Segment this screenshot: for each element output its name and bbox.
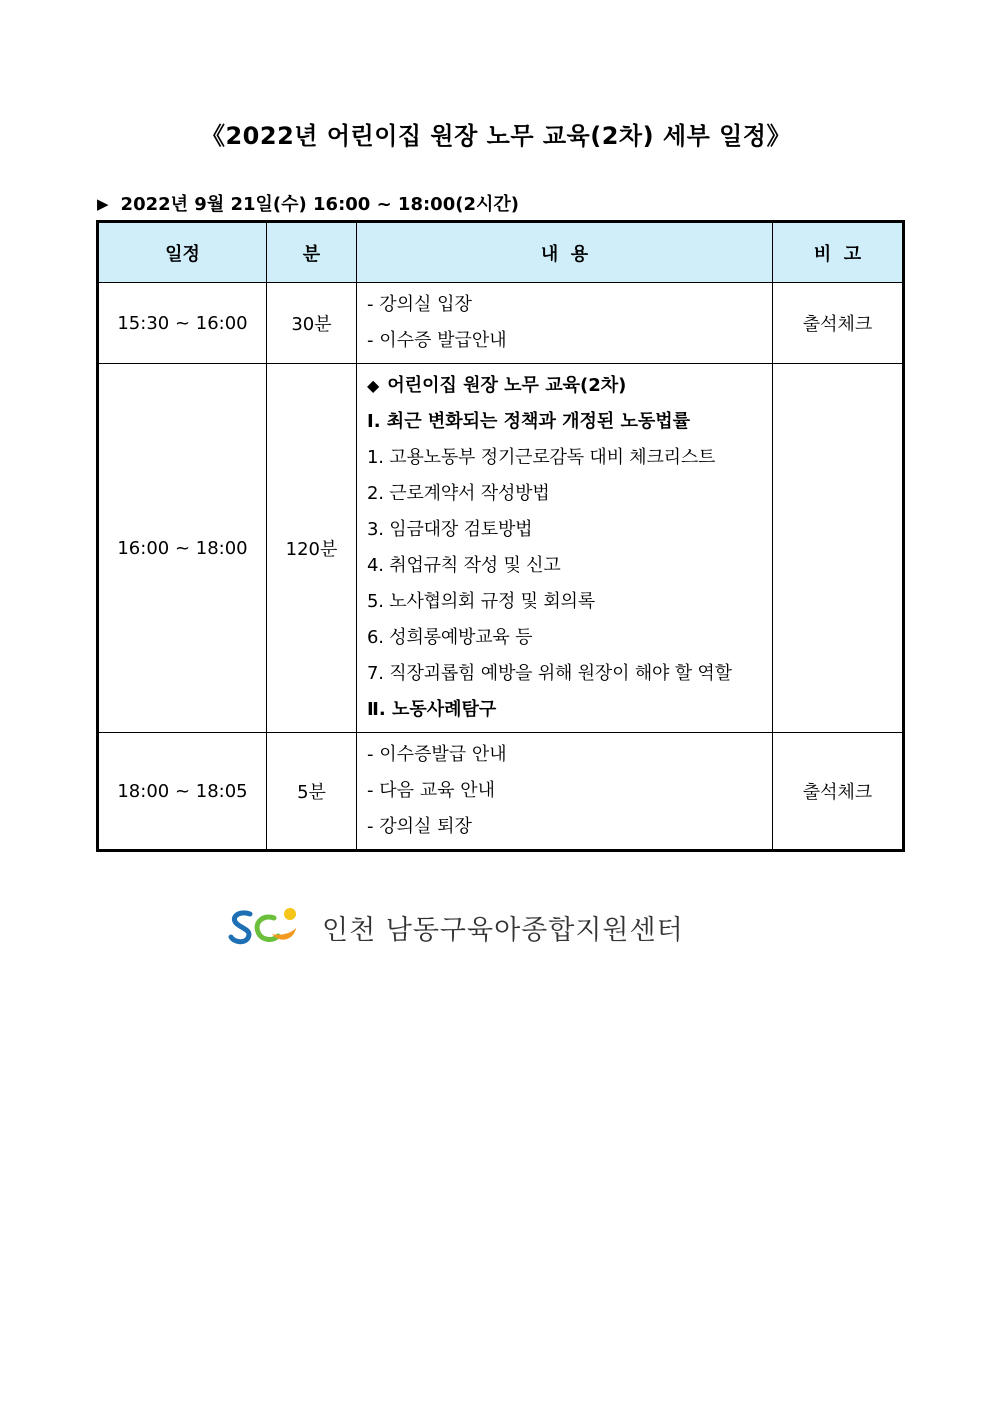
section-title-1: Ⅰ. 최근 변화되는 정책과 개정된 노동법률 — [367, 411, 691, 432]
row-content — [357, 733, 773, 851]
row-minutes: 30분 — [267, 283, 357, 364]
content-item: 7. 직장괴롭힘 예방을 위해 원장이 해야 할 역할 — [367, 663, 732, 684]
row-content — [357, 283, 773, 364]
row-time: 15:30 ~ 16:00 — [98, 283, 267, 364]
header-content: 내 용 — [357, 222, 773, 283]
date-line — [97, 190, 519, 216]
sc-logo-icon — [228, 904, 308, 950]
content-item: 2. 근로계약서 작성방법 — [367, 483, 550, 504]
content-line: - 강의실 입장 — [367, 294, 472, 315]
row-time: 18:00 ~ 18:05 — [98, 733, 267, 851]
row-minutes: 5분 — [267, 733, 357, 851]
schedule-table — [96, 220, 905, 852]
table-row — [98, 283, 904, 364]
content-heading — [367, 368, 772, 404]
row-note: 출석체크 — [773, 733, 904, 851]
arrow-right-icon: ▶ — [97, 195, 109, 213]
header-note: 비 고 — [773, 222, 904, 283]
row-note: 출석체크 — [773, 283, 904, 364]
table-row — [98, 733, 904, 851]
table-row — [98, 364, 904, 733]
header-minutes: 분 — [267, 222, 357, 283]
row-content — [357, 364, 773, 733]
row-note — [773, 364, 904, 733]
section-title-2: Ⅱ. 노동사례탐구 — [367, 699, 497, 720]
content-line: - 이수증발급 안내 — [367, 744, 507, 765]
row-time: 16:00 ~ 18:00 — [98, 364, 267, 733]
footer-logo — [228, 904, 684, 950]
table-header-row — [98, 222, 904, 283]
content-item: 6. 성희롱예방교육 등 — [367, 627, 533, 648]
content-line: - 다음 교육 안내 — [367, 780, 495, 801]
content-item: 1. 고용노동부 정기근로감독 대비 체크리스트 — [367, 447, 716, 468]
content-line: - 강의실 퇴장 — [367, 816, 472, 837]
content-item: 5. 노사협의회 규정 및 회의록 — [367, 591, 595, 612]
content-heading-text: 어린이집 원장 노무 교육(2차) — [387, 375, 627, 396]
header-schedule: 일정 — [98, 222, 267, 283]
page-title: 《2022년 어린이집 원장 노무 교육(2차) 세부 일정》 — [200, 122, 791, 150]
org-name: 인천 남동구육아종합지원센터 — [322, 914, 684, 946]
row-minutes: 120분 — [267, 364, 357, 733]
content-line: - 이수증 발급안내 — [367, 330, 507, 351]
content-item: 4. 취업규칙 작성 및 신고 — [367, 555, 561, 576]
diamond-icon: ◆ — [367, 376, 380, 395]
date-text: 2022년 9월 21일(수) 16:00 ~ 18:00(2시간) — [120, 194, 519, 215]
content-item: 3. 임금대장 검토방법 — [367, 519, 533, 540]
